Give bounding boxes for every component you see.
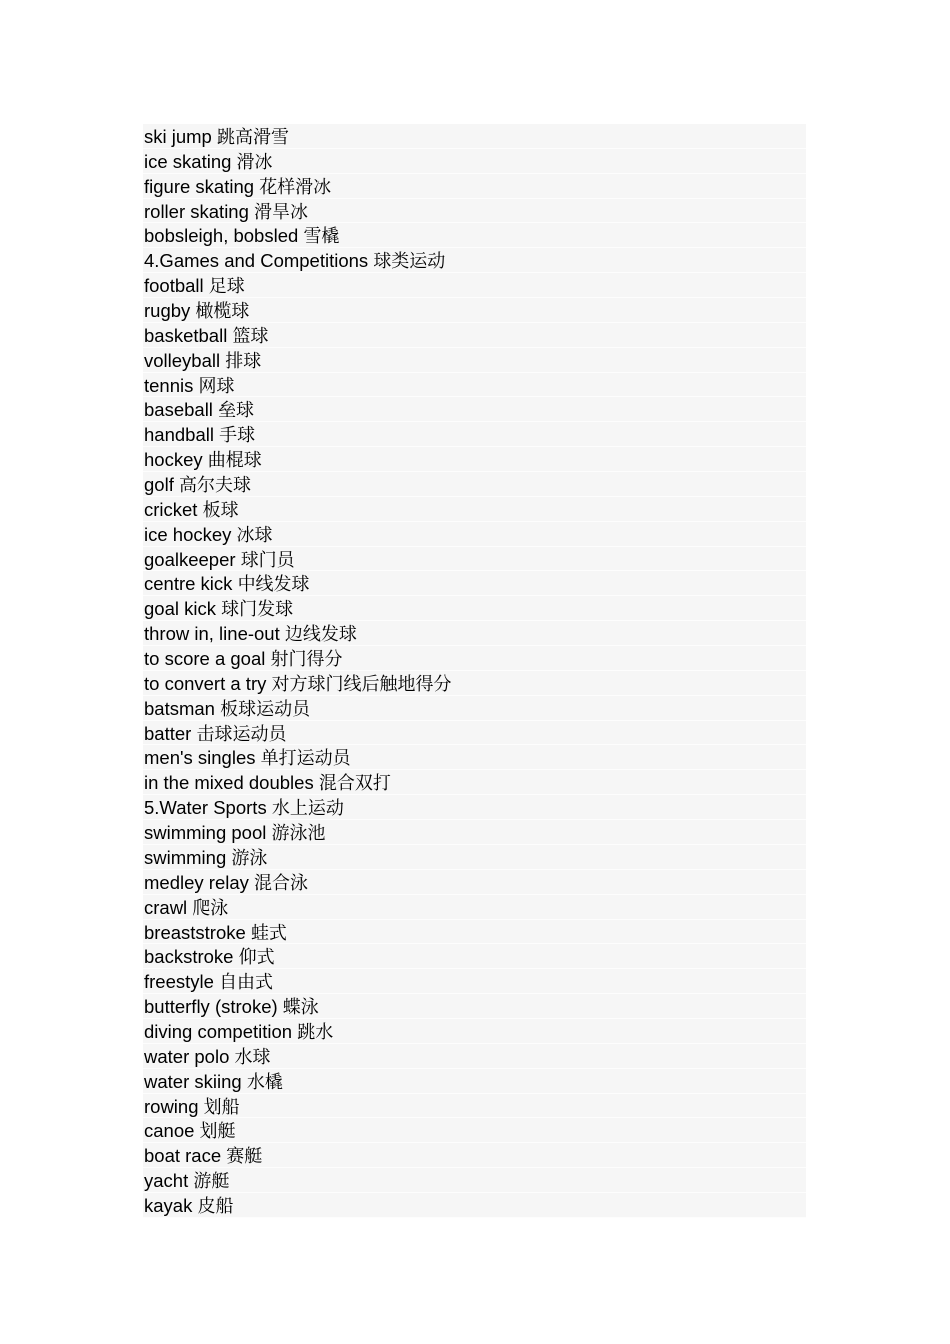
english-term: 4.Games and Competitions bbox=[144, 250, 369, 272]
vocab-entry bbox=[143, 646, 806, 671]
vocab-entry bbox=[143, 149, 806, 174]
chinese-term: 板球 bbox=[202, 499, 239, 521]
english-term: water polo bbox=[144, 1045, 230, 1067]
chinese-term: 球门发球 bbox=[221, 599, 294, 621]
vocab-entry bbox=[143, 994, 806, 1019]
vocab-entry bbox=[143, 969, 806, 994]
chinese-term: 足球 bbox=[208, 276, 245, 298]
english-term: swimming pool bbox=[144, 822, 267, 844]
chinese-term: 中线发球 bbox=[237, 574, 310, 596]
english-term: basketball bbox=[144, 324, 228, 346]
vocab-entry bbox=[143, 547, 806, 572]
english-term: men's singles bbox=[144, 747, 256, 769]
english-term: to convert a try bbox=[144, 672, 267, 694]
vocab-entry bbox=[143, 1069, 806, 1094]
chinese-term: 赛艇 bbox=[226, 1146, 263, 1168]
vocab-entry bbox=[143, 1044, 806, 1069]
english-term: freestyle bbox=[144, 971, 214, 993]
vocab-entry bbox=[143, 621, 806, 646]
vocab-entry bbox=[143, 248, 806, 273]
chinese-term: 水橇 bbox=[246, 1071, 283, 1093]
vocab-entry bbox=[143, 1118, 806, 1143]
vocab-entry bbox=[143, 223, 806, 248]
vocab-entry bbox=[143, 1193, 806, 1218]
chinese-term: 对方球门线后触地得分 bbox=[271, 673, 452, 695]
vocab-entry bbox=[143, 895, 806, 920]
vocab-entry bbox=[143, 696, 806, 721]
chinese-term: 游艇 bbox=[193, 1171, 230, 1193]
vocab-entry bbox=[143, 944, 806, 969]
vocab-entry bbox=[143, 273, 806, 298]
english-term: goal kick bbox=[144, 598, 216, 620]
english-term: centre kick bbox=[144, 573, 233, 595]
chinese-term: 雪橇 bbox=[303, 226, 340, 248]
vocab-entry bbox=[143, 472, 806, 497]
vocab-entry bbox=[143, 522, 806, 547]
english-term: figure skating bbox=[144, 175, 255, 197]
chinese-term: 垒球 bbox=[218, 400, 255, 422]
chinese-term: 橄榄球 bbox=[195, 301, 250, 323]
vocab-entry bbox=[143, 671, 806, 696]
chinese-term: 跳高滑雪 bbox=[217, 127, 289, 148]
vocab-entry bbox=[143, 497, 806, 522]
chinese-term: 曲棍球 bbox=[207, 450, 262, 472]
english-term: ice hockey bbox=[144, 523, 232, 545]
english-term: golf bbox=[144, 474, 174, 496]
vocab-entry bbox=[143, 745, 806, 770]
english-term: medley relay bbox=[144, 871, 249, 893]
chinese-term: 划船 bbox=[203, 1096, 240, 1118]
vocab-entry bbox=[143, 397, 806, 422]
english-term: bobsleigh, bobsled bbox=[144, 225, 299, 247]
english-term: batter bbox=[144, 722, 192, 744]
chinese-term: 击球运动员 bbox=[196, 723, 287, 745]
vocab-entry bbox=[143, 174, 806, 199]
chinese-term: 排球 bbox=[225, 350, 262, 372]
english-term: ski jump bbox=[144, 126, 212, 147]
chinese-term: 单打运动员 bbox=[260, 748, 351, 770]
chinese-term: 球门员 bbox=[240, 549, 295, 571]
vocab-entry bbox=[143, 920, 806, 945]
english-term: hockey bbox=[144, 449, 203, 471]
english-term: ice skating bbox=[144, 150, 232, 172]
chinese-term: 滑冰 bbox=[236, 151, 273, 173]
vocab-entry bbox=[143, 298, 806, 323]
chinese-term: 手球 bbox=[219, 425, 256, 447]
chinese-term: 爬泳 bbox=[192, 897, 229, 919]
english-term: rugby bbox=[144, 300, 191, 322]
chinese-term: 冰球 bbox=[236, 524, 273, 546]
vocab-entry bbox=[143, 1143, 806, 1168]
english-term: tennis bbox=[144, 374, 194, 396]
chinese-term: 网球 bbox=[198, 375, 235, 397]
chinese-term: 划艇 bbox=[199, 1121, 236, 1143]
chinese-term: 蝶泳 bbox=[282, 997, 319, 1019]
chinese-term: 篮球 bbox=[232, 325, 269, 347]
english-term: to score a goal bbox=[144, 648, 266, 670]
english-term: rowing bbox=[144, 1095, 199, 1117]
vocab-entry bbox=[143, 1094, 806, 1119]
english-term: goalkeeper bbox=[144, 548, 236, 570]
english-term: football bbox=[144, 275, 204, 297]
vocabulary-list bbox=[143, 124, 806, 1218]
english-term: throw in, line-out bbox=[144, 623, 280, 645]
chinese-term: 仰式 bbox=[238, 947, 275, 969]
vocab-entry bbox=[143, 373, 806, 398]
vocab-entry bbox=[143, 770, 806, 795]
chinese-term: 板球运动员 bbox=[220, 698, 311, 720]
chinese-term: 滑旱冰 bbox=[254, 201, 309, 223]
vocab-entry bbox=[143, 124, 806, 149]
chinese-term: 游泳池 bbox=[271, 823, 326, 845]
chinese-term: 高尔夫球 bbox=[178, 475, 251, 497]
chinese-term: 游泳 bbox=[231, 847, 268, 869]
english-term: backstroke bbox=[144, 946, 234, 968]
vocab-entry bbox=[143, 447, 806, 472]
chinese-term: 皮船 bbox=[197, 1195, 234, 1217]
english-term: 5.Water Sports bbox=[144, 797, 267, 819]
vocab-entry bbox=[143, 596, 806, 621]
vocab-entry bbox=[143, 795, 806, 820]
vocab-entry bbox=[143, 721, 806, 746]
vocab-entry bbox=[143, 1019, 806, 1044]
vocab-entry bbox=[143, 422, 806, 447]
english-term: volleyball bbox=[144, 349, 221, 371]
chinese-term: 水球 bbox=[234, 1046, 271, 1068]
vocab-entry bbox=[143, 199, 806, 224]
english-term: water skiing bbox=[144, 1070, 242, 1092]
chinese-term: 射门得分 bbox=[270, 649, 343, 671]
english-term: handball bbox=[144, 424, 214, 446]
chinese-term: 花样滑冰 bbox=[259, 176, 332, 198]
english-term: batsman bbox=[144, 697, 215, 719]
chinese-term: 混合双打 bbox=[318, 773, 391, 795]
english-term: yacht bbox=[144, 1170, 189, 1192]
chinese-term: 水上运动 bbox=[271, 798, 344, 820]
vocab-entry bbox=[143, 870, 806, 895]
english-term: diving competition bbox=[144, 1020, 293, 1042]
vocab-entry bbox=[143, 820, 806, 845]
english-term: swimming bbox=[144, 846, 227, 868]
chinese-term: 自由式 bbox=[219, 972, 274, 994]
english-term: butterfly (stroke) bbox=[144, 996, 278, 1018]
chinese-term: 边线发球 bbox=[284, 624, 357, 646]
english-term: cricket bbox=[144, 498, 198, 520]
english-term: boat race bbox=[144, 1145, 222, 1167]
vocab-entry bbox=[143, 1168, 806, 1193]
chinese-term: 跳水 bbox=[297, 1021, 334, 1043]
english-term: baseball bbox=[144, 399, 213, 421]
vocab-entry bbox=[143, 571, 806, 596]
chinese-term: 混合泳 bbox=[254, 872, 309, 894]
chinese-term: 球类运动 bbox=[373, 251, 446, 273]
english-term: crawl bbox=[144, 896, 188, 918]
vocab-entry bbox=[143, 323, 806, 348]
english-term: in the mixed doubles bbox=[144, 772, 314, 794]
english-term: canoe bbox=[144, 1120, 195, 1142]
chinese-term: 蛙式 bbox=[250, 922, 287, 944]
english-term: kayak bbox=[144, 1194, 193, 1216]
english-term: breaststroke bbox=[144, 921, 246, 943]
vocab-entry bbox=[143, 845, 806, 870]
vocab-entry bbox=[143, 348, 806, 373]
english-term: roller skating bbox=[144, 200, 249, 222]
